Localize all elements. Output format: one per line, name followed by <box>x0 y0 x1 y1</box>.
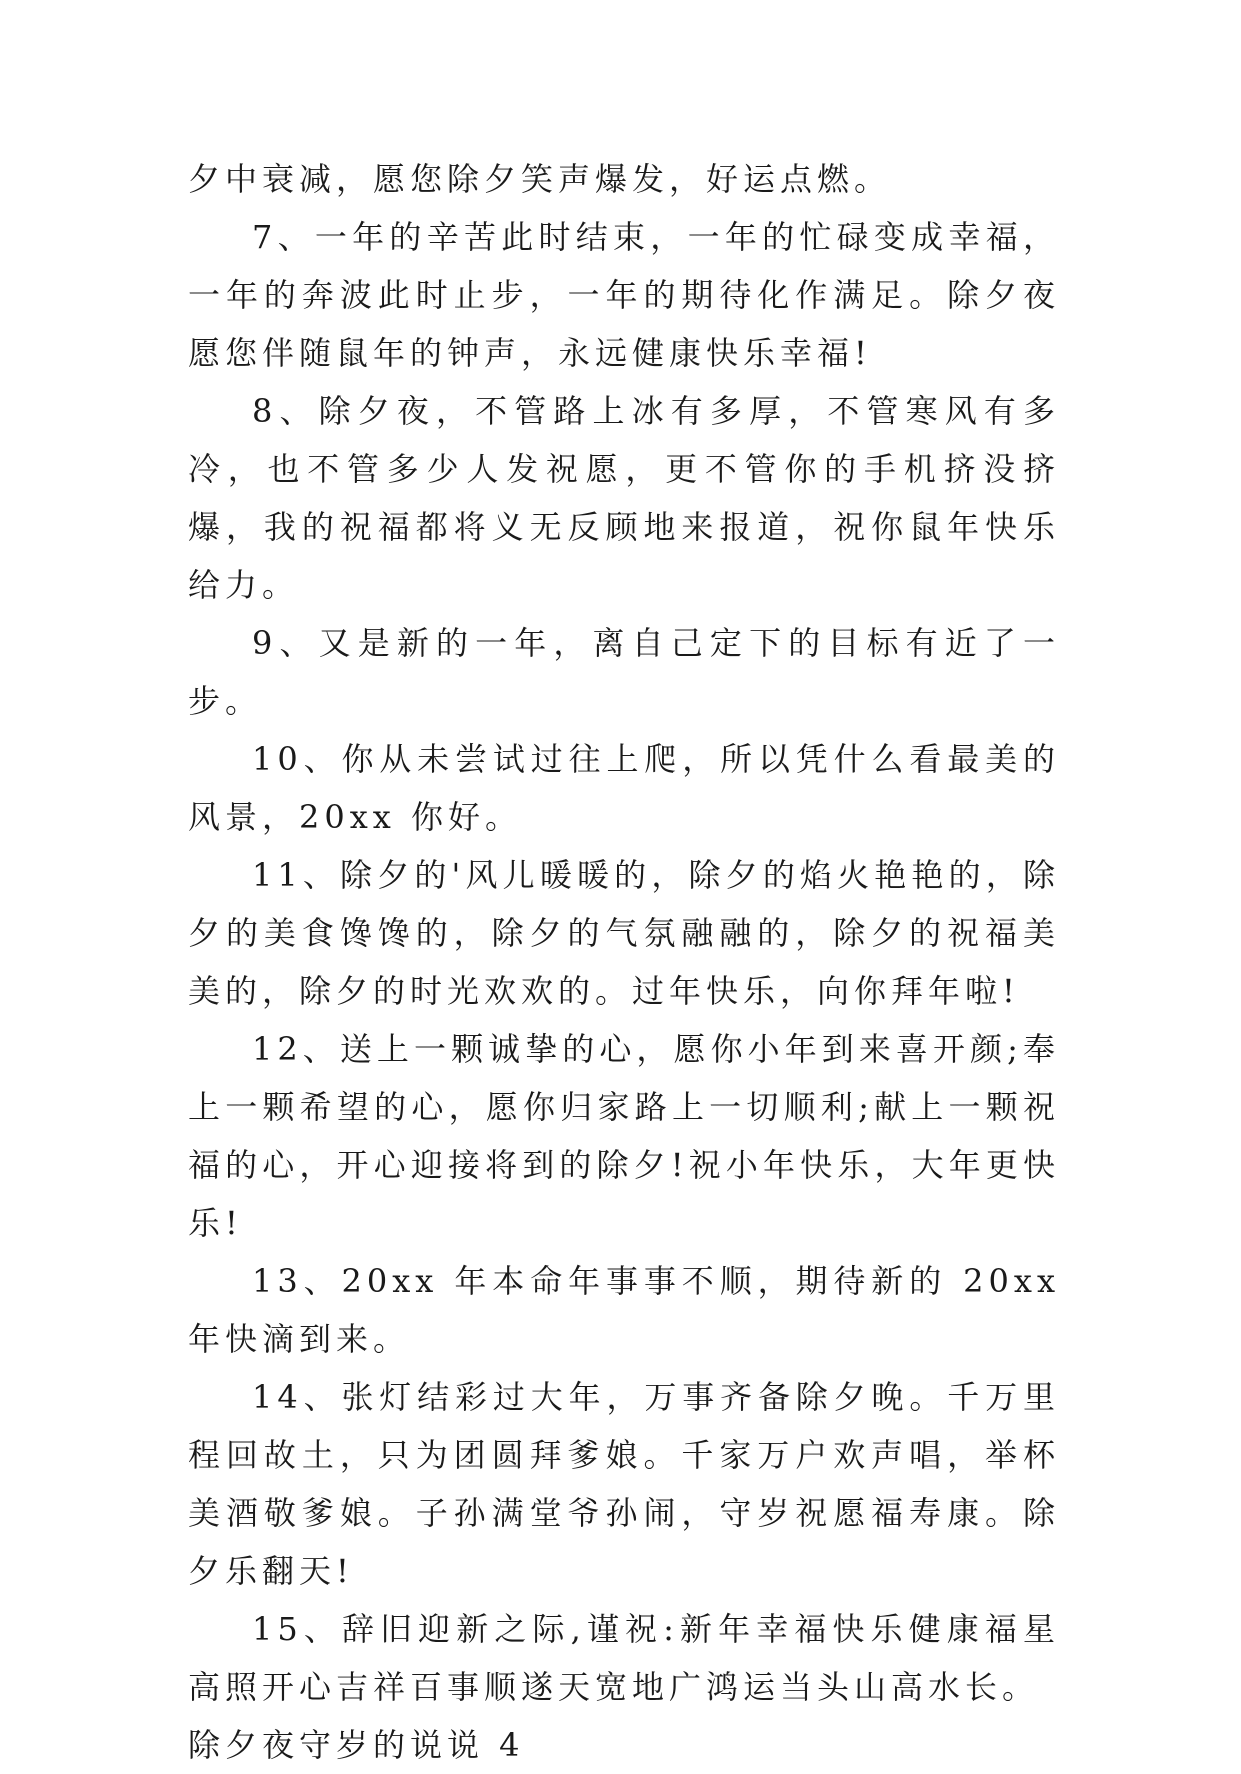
paragraph-item-12: 12、送上一颗诚挚的心，愿你小年到来喜开颜;奉上一颗希望的心，愿你归家路上一切顺利;献上一颗祝福的心，开心迎接将到的除夕!祝小年快乐，大年更快乐! <box>188 1030 1060 1242</box>
paragraph-item-8: 8、除夕夜，不管路上冰有多厚，不管寒风有多冷，也不管多少人发祝愿，更不管你的手机挤没挤爆，我的祝福都将义无反顾地来报道，祝你鼠年快乐给力。 <box>188 392 1060 604</box>
document-body <box>188 150 1060 1774</box>
paragraph-item-14: 14、张灯结彩过大年，万事齐备除夕晚。千万里程回故土，只为团圆拜爹娘。千家万户欢声唱，举杯美酒敬爹娘。子孙满堂爷孙闹，守岁祝愿福寿康。除夕乐翻天! <box>188 1378 1060 1590</box>
paragraph-item-9: 9、又是新的一年，离自己定下的目标有近了一步。 <box>188 624 1060 720</box>
paragraph-item-7: 7、一年的辛苦此时结束，一年的忙碌变成幸福，一年的奔波此时止步，一年的期待化作满足。除夕夜愿您伴随鼠年的钟声，永远健康快乐幸福! <box>188 218 1060 372</box>
paragraph-continuation: 夕中衰减，愿您除夕笑声爆发，好运点燃。 <box>188 160 892 198</box>
section-heading: 除夕夜守岁的说说 4 <box>188 1726 525 1764</box>
paragraph-item-13: 13、20xx 年本命年事事不顺，期待新的 20xx 年快滴到来。 <box>188 1262 1060 1358</box>
paragraph-item-10: 10、你从未尝试过往上爬，所以凭什么看最美的风景，20xx 你好。 <box>188 740 1060 836</box>
paragraph-item-15: 15、辞旧迎新之际,谨祝:新年幸福快乐健康福星高照开心吉祥百事顺遂天宽地广鸿运当头山高水长。 <box>188 1610 1060 1706</box>
paragraph-item-11: 11、除夕的'风儿暖暖的，除夕的焰火艳艳的，除夕的美食馋馋的，除夕的气氛融融的，除夕的祝福美美的，除夕的时光欢欢的。过年快乐，向你拜年啦! <box>188 856 1060 1010</box>
